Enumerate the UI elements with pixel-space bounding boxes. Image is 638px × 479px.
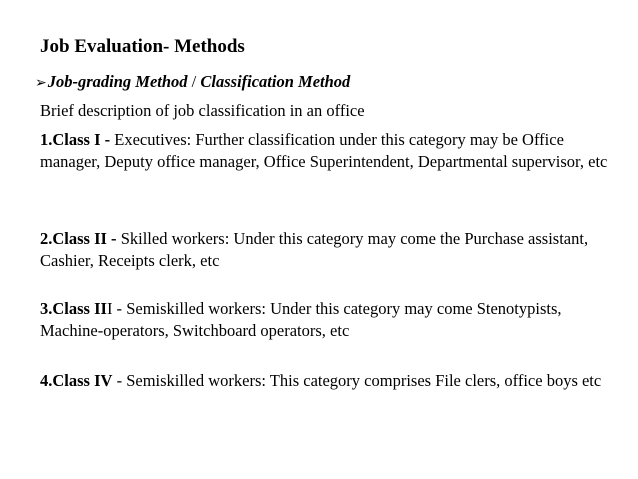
class-description: Executives: Further classification under this category may be Office manager, Deputy office manager, Office Superintendent, Departmental supervisor, etc bbox=[40, 130, 608, 171]
class-label-suffix: - bbox=[112, 371, 127, 390]
class-description: Semiskilled workers: Under this category may come Stenotypists, Machine-operators, Switchboard operators, etc bbox=[40, 299, 562, 340]
class-label: 1.Class I - bbox=[40, 130, 115, 149]
method-separator: / bbox=[187, 72, 201, 91]
class-item-4 bbox=[40, 370, 620, 392]
class-item-2 bbox=[40, 228, 620, 271]
method-name-classification: Classification Method bbox=[200, 72, 351, 91]
class-label: 2.Class II - bbox=[40, 229, 121, 248]
slide-title: Job Evaluation- Methods bbox=[40, 36, 245, 57]
class-label: 4.Class IV bbox=[40, 371, 113, 390]
method-bullet bbox=[35, 72, 350, 92]
class-item-1 bbox=[40, 129, 620, 172]
class-description: Skilled workers: Under this category may come the Purchase assistant, Cashier, Receipts clerk, etc bbox=[40, 229, 589, 270]
arrow-bullet-icon: ➢ bbox=[35, 75, 47, 91]
method-name-job-grading: Job-grading Method bbox=[47, 72, 188, 91]
class-label: 3.Class II bbox=[40, 299, 107, 318]
class-item-3 bbox=[40, 298, 620, 341]
class-description: Semiskilled workers: This category comprises File clers, office boys etc bbox=[126, 371, 602, 390]
class-label-suffix: I - bbox=[106, 299, 127, 318]
intro-text: Brief description of job classification in an office bbox=[40, 101, 365, 120]
